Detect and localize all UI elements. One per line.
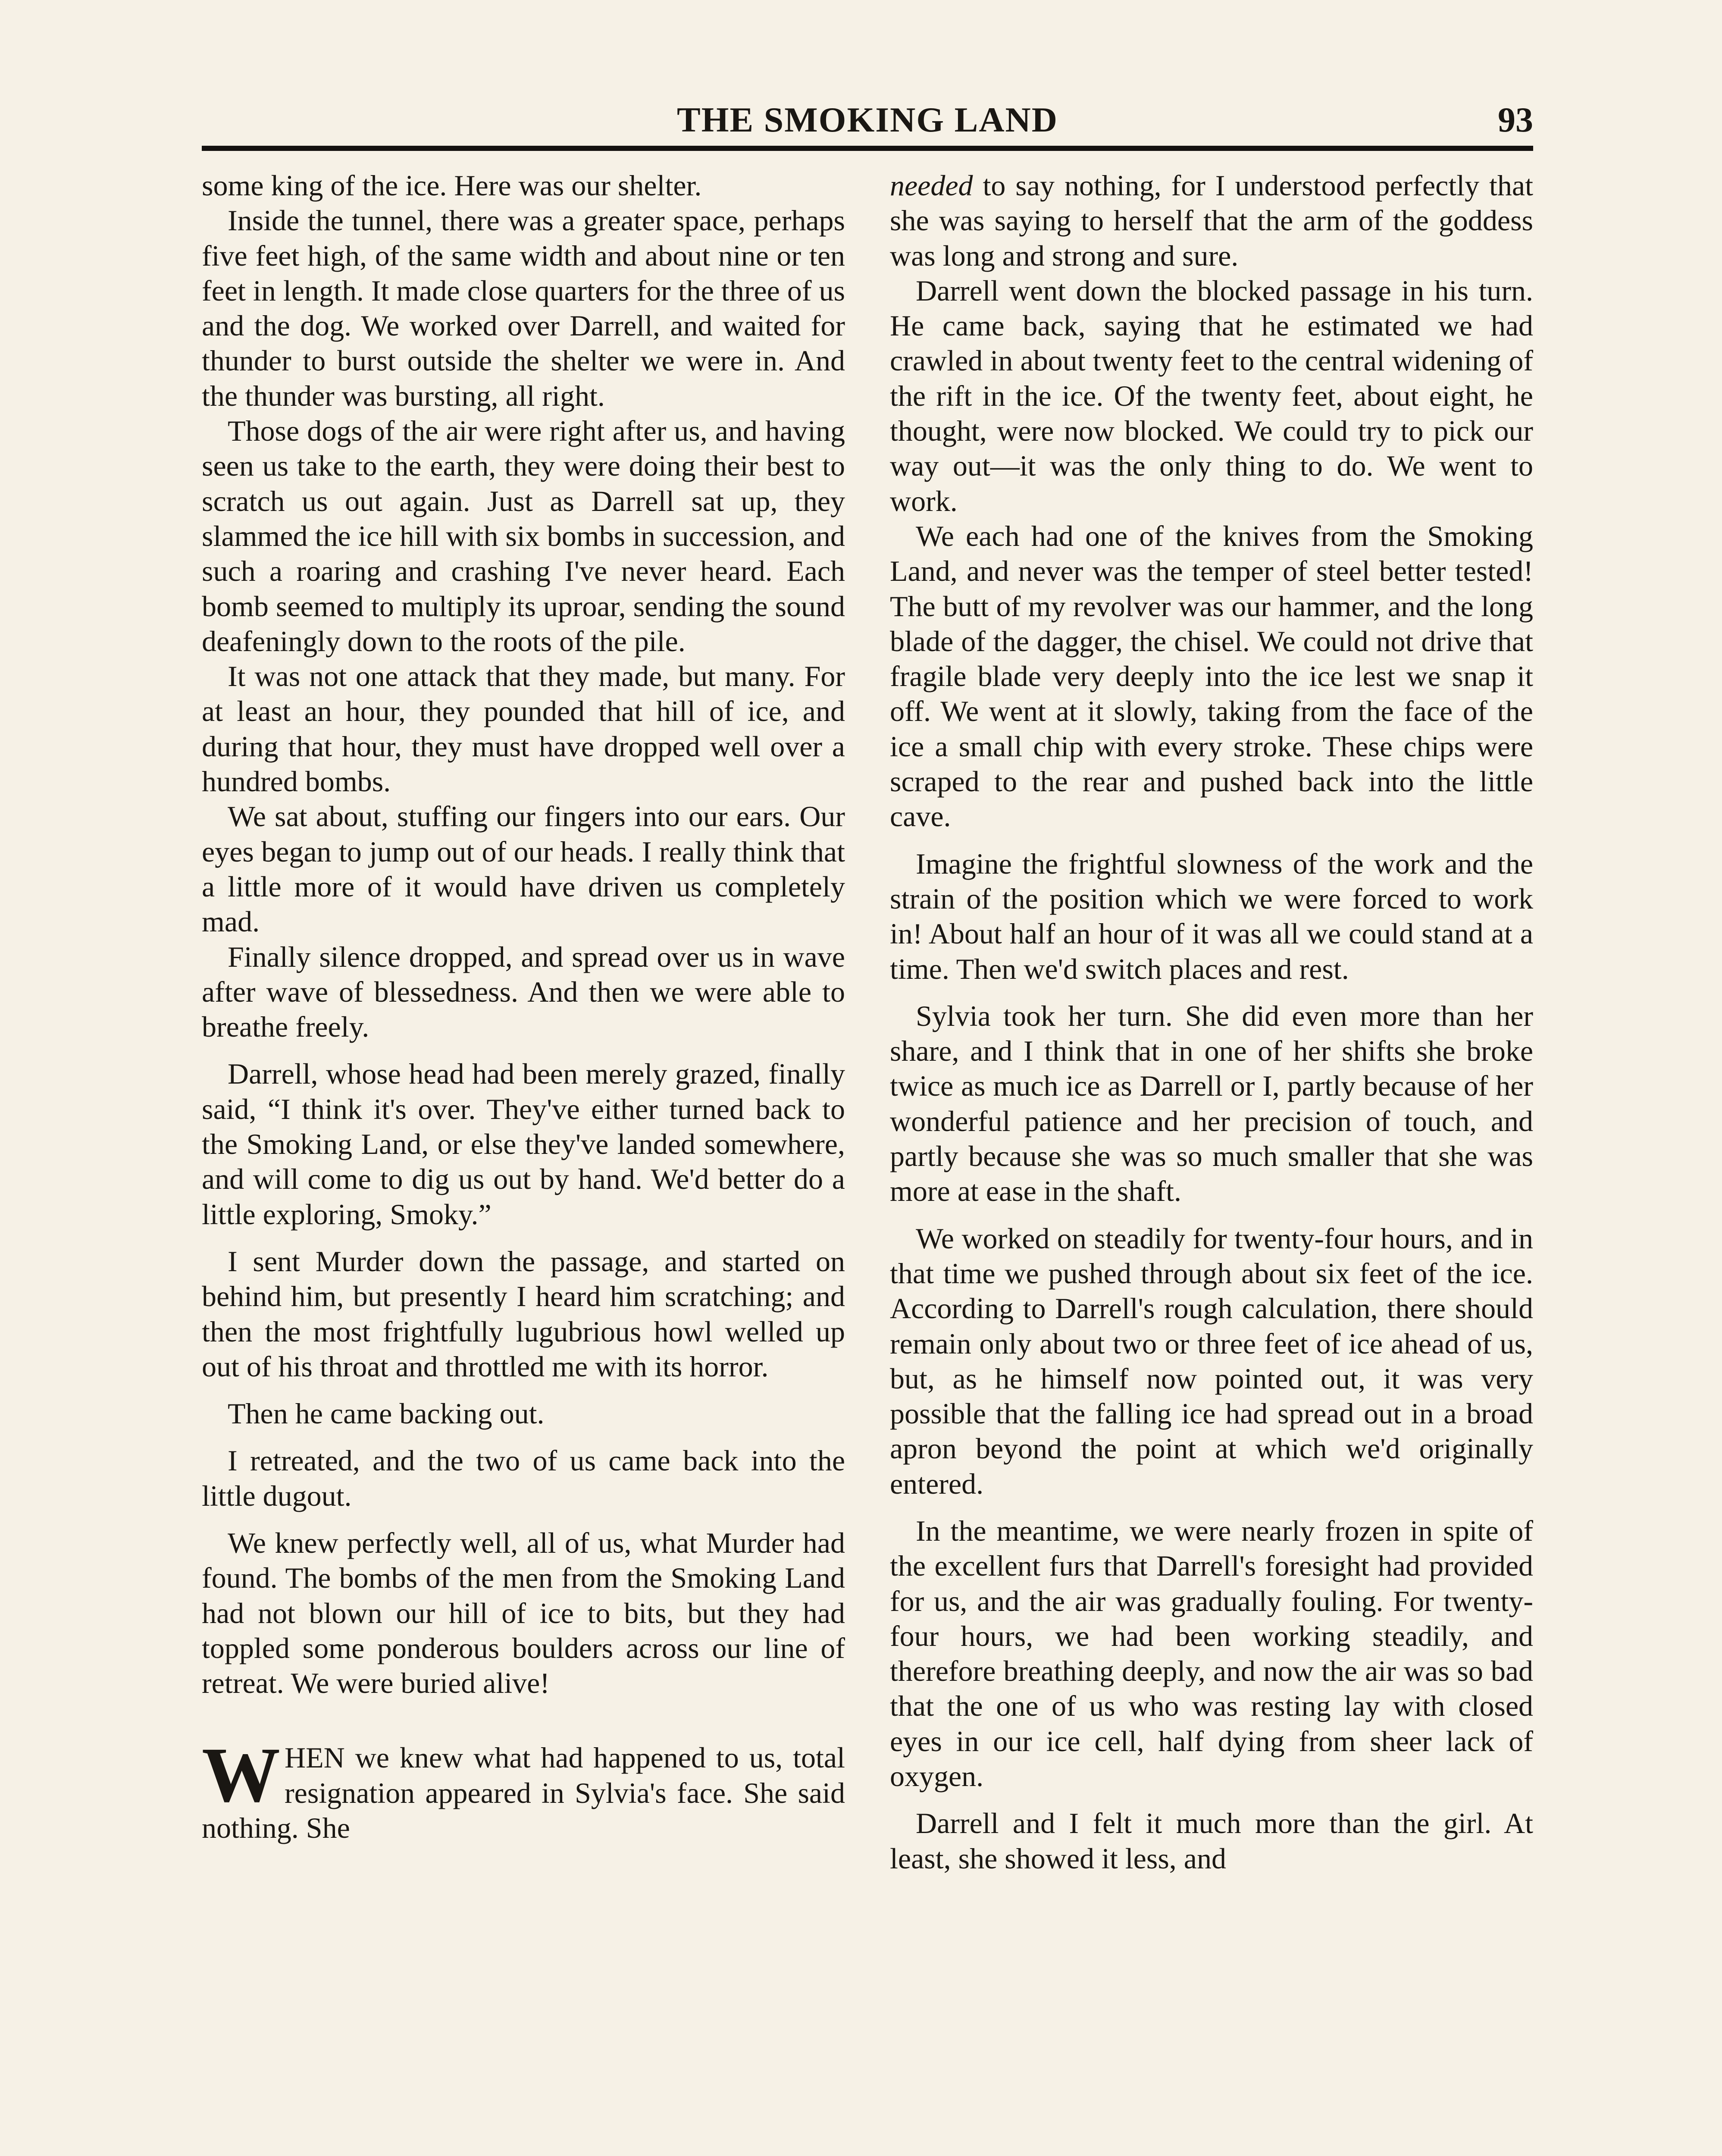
header-rule <box>202 146 1533 151</box>
paragraph: Darrell, whose head had been merely grazed, finally said, “I think it's over. They've either turned back to the Smoking Land, or else they've landed somewhere, and will come to dig us out by hand. We'd better do a little exploring, Smoky.” <box>202 1057 845 1231</box>
paragraph: Imagine the frightful slowness of the work and the strain of the position which we were forced to work in! About half an hour of it was all we could stand at a time. Then we'd switch places and rest. <box>890 847 1533 985</box>
paragraph: Those dogs of the air were right after us, and having seen us take to the earth, they were doing their best to scratch us out again. Just as Darrell sat up, they slammed the ice hill with six bombs in succession, and such a roaring and crashing I've never heard. Each bomb seemed to multiply its uproar, sending the sound deafeningly down to the roots of the pile. <box>202 414 845 658</box>
paragraph: Inside the tunnel, there was a greater space, perhaps five feet high, of the same width and about nine or ten feet in length. It made close quarters for the three of us and the dog. We worked over Darrell, and waited for thunder to burst outside the shelter we were in. And the thunder was bursting, all right. <box>202 204 845 412</box>
paragraph: Finally silence dropped, and spread over us in wave after wave of blessedness. And then we were able to breathe freely. <box>202 940 845 1044</box>
paragraph: It was not one attack that they made, but many. For at least an hour, they pounded that hill of ice, and during that hour, they must have dropped well over a hundred bombs. <box>202 660 845 798</box>
section-text: HEN we knew what had happened to us, total resignation appeared in Sylvia's face. She said nothing. She <box>202 1741 845 1845</box>
paragraph-text: to say nothing, for I understood perfectly that she was saying to herself that the arm of the goddess was long and strong and sure. <box>890 169 1533 272</box>
paragraph: I sent Murder down the passage, and started on behind him, but presently I heard him scratching; and then the most frightfully lugubrious howl welled up out of his throat and throttled me with its horror. <box>202 1244 845 1383</box>
paragraph: We each had one of the knives from the Smoking Land, and never was the temper of steel better tested! The butt of my revolver was our hammer, and the long blade of the dagger, the chisel. We could not drive that fragile blade very deeply into the ice lest we snap it off. We went at it slowly, taking from the face of the ice a small chip with every stroke. These chips were scraped to the rear and pushed back into the little cave. <box>890 519 1533 833</box>
paragraph: Darrell went down the blocked passage in his turn. He came back, saying that he estimated we had crawled in about twenty feet to the central widening of the rift in the ice. Of the twenty feet, about eight, he thought, were now blocked. We could try to pick our way out—it was the only thing to do. We went to work. <box>890 274 1533 517</box>
drop-cap: W <box>202 1732 280 1819</box>
paragraph: We sat about, stuffing our fingers into our ears. Our eyes began to jump out of our heads. I really think that a little more of it would have driven us completely mad. <box>202 800 845 938</box>
page-number: 93 <box>1498 100 1533 139</box>
section-opening <box>202 1732 845 1846</box>
paragraph: We worked on steadily for twenty-four hours, and in that time we pushed through about six feet of the ice. According to Darrell's rough calculation, there should remain only about two or three feet of ice ahead of us, but, as he himself now pointed out, it was very possible that the falling ice had spread out in a broad apron beyond the point at which we'd originally entered. <box>890 1222 1533 1500</box>
paragraph: Darrell and I felt it much more than the girl. At least, she showed it less, and <box>890 1807 1533 1875</box>
paragraph: some king of the ice. Here was our shelter. <box>202 169 702 202</box>
paragraph: We knew perfectly well, all of us, what Murder had found. The bombs of the men from the Smoking Land had not blown our hill of ice to bits, but they had toppled some ponderous boulders across our line of retreat. We were buried alive! <box>202 1526 845 1700</box>
right-column <box>890 168 1533 2156</box>
page-title: THE SMOKING LAND <box>677 100 1058 139</box>
paragraph: I retreated, and the two of us came back into the little dugout. <box>202 1444 845 1512</box>
left-column <box>202 168 845 2156</box>
italic-word: needed <box>890 169 973 202</box>
paragraph: Then he came backing out. <box>228 1397 545 1430</box>
running-header <box>202 98 1533 146</box>
paragraph: Sylvia took her turn. She did even more than her share, and I think that in one of her shifts she broke twice as much ice as Darrell or I, partly because of her wonderful patience and her precision of touch, and partly because she was so much smaller that she was more at ease in the shaft. <box>890 999 1533 1208</box>
paragraph: In the meantime, we were nearly frozen in spite of the excellent furs that Darrell's foresight had provided for us, and the air was gradually fouling. For twenty-four hours, we had been working steadily, and therefore breathing deeply, and now the air was so bad that the one of us who was resting lay with closed eyes in our ice cell, half dying from sheer lack of oxygen. <box>890 1514 1533 1793</box>
paragraph <box>890 168 1533 273</box>
